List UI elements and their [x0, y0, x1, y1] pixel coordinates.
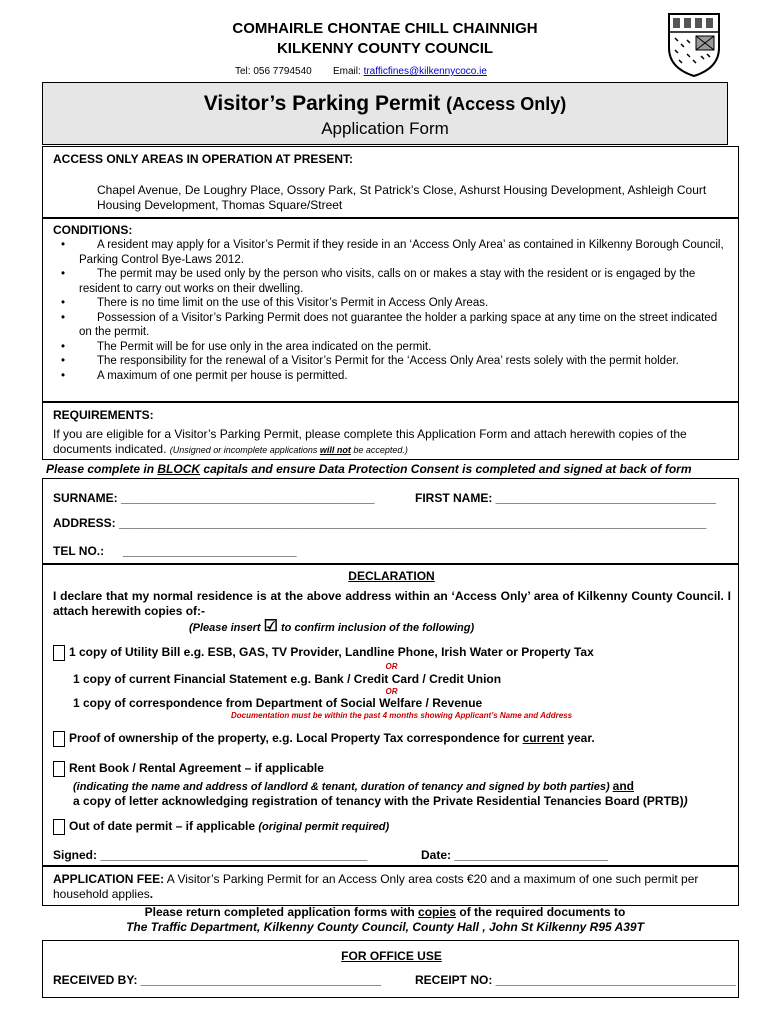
application-fee-section [42, 866, 739, 906]
return-instruction: Please return completed application forms with copies of the required documents to [144, 905, 626, 919]
bullet: • [61, 340, 66, 353]
date-field[interactable]: Date: _______________________ [421, 848, 608, 862]
utility-bill-checkbox[interactable] [53, 645, 65, 661]
application-fee-text: APPLICATION FEE: A Visitor’s Parking Permit for an Access Only area costs €20 and a maximum of one such permit per household applies. [53, 872, 699, 901]
rent-book-option: Rent Book / Rental Agreement – if applicable [53, 761, 324, 777]
declaration-text: I declare that my normal residence is at the above address within an ‘Access Only’ area of Kilkenny County Council. I attach herewith copies of:- [53, 589, 731, 618]
council-name-english: KILKENNY COUNTY COUNCIL [276, 40, 494, 57]
council-tel: Tel: 056 7794540 [235, 66, 312, 77]
areas-list: Chapel Avenue, De Loughry Place, Ossory Park, St Patrick’s Close, Ashurst Housing Development, Ashleigh Court Housing Development, Thomas Square/Street [97, 183, 707, 212]
requirements-text: If you are eligible for a Visitor’s Parking Permit, please complete this Application Form and attach herewith copies of the documents indicated. (Unsigned or incomplete applications will not be accepted.) [53, 427, 687, 456]
council-email-row [333, 66, 487, 77]
page-title [43, 92, 727, 116]
email-label: Email: [333, 66, 361, 77]
out-of-date-permit-option: Out of date permit – if applicable (original permit required) [53, 819, 389, 835]
bullet: • [61, 239, 66, 251]
requirements-note: (Unsigned or incomplete applications will not be accepted.) [169, 445, 408, 455]
bullet: • [61, 268, 66, 280]
list-item: • There is no time limit on the use of this Visitor’s Permit in Access Only Areas. [61, 297, 489, 309]
conditions-heading: CONDITIONS: [53, 223, 133, 237]
areas-heading: ACCESS ONLY AREAS IN OPERATION AT PRESENT: [53, 152, 354, 166]
return-address: The Traffic Department, Kilkenny County Council, County Hall , John St Kilkenny R95 A39T [126, 920, 644, 934]
list-item: • The responsibility for the renewal of a Visitor’s Permit for the ‘Access Only Area’ rests solely with the permit holder. [61, 355, 679, 367]
list-item: • Possession of a Visitor’s Parking Permit does not guarantee the holder a parking space at any time on the street indicated on the permit. [61, 311, 718, 338]
received-by-field[interactable]: RECEIVED BY: ____________________________________ [53, 973, 382, 987]
bullet: • [61, 297, 66, 309]
tel-field[interactable]: __________________________ [123, 544, 297, 558]
address-field[interactable]: ADDRESS: ________________________________________________________________________________________ [53, 516, 707, 530]
insert-instruction: (Please insert ☑ to confirm inclusion of the following) [189, 618, 475, 635]
list-item: • A resident may apply for a Visitor’s Permit if they reside in an ‘Access Only Area’ as contained in Kilkenny Borough Council, Parking Control Bye-Laws 2012. [61, 239, 724, 266]
bullet: • [61, 355, 66, 367]
title-suffix: (Access Only) [446, 94, 567, 114]
tel-field-label: TEL NO.: [53, 544, 105, 558]
applicant-details-section [42, 478, 739, 564]
email-link[interactable]: trafficfines@kilkennycoco.ie [363, 66, 487, 77]
out-of-date-permit-checkbox[interactable] [53, 819, 65, 835]
proof-of-ownership-option: Proof of ownership of the property, e.g. Local Property Tax correspondence for current year. [53, 731, 595, 747]
financial-statement-option: 1 copy of current Financial Statement e.g. Bank / Credit Card / Credit Union [73, 672, 502, 686]
declaration-heading: DECLARATION [348, 569, 435, 583]
county-crest-icon [665, 10, 723, 78]
social-welfare-option: 1 copy of correspondence from Department of Social Welfare / Revenue [73, 696, 483, 710]
title-box [42, 82, 728, 145]
proof-of-ownership-checkbox[interactable] [53, 731, 65, 747]
list-item: • The permit may be used only by the person who visits, calls on or makes a stay with the resident or is engaged by the resident to carry out works on their dwelling. [61, 268, 696, 295]
rent-book-note: (indicating the name and address of landlord & tenant, duration of tenancy and signed by both parties) and [73, 779, 635, 793]
declaration-section [42, 564, 739, 866]
bullet: • [61, 369, 66, 382]
council-name-irish: COMHAIRLE CHONTAE CHILL CHAINNIGH [232, 20, 538, 37]
fee-label: APPLICATION FEE: [53, 872, 165, 886]
block-capitals-instruction: Please complete in BLOCK capitals and ensure Data Protection Consent is completed and signed at back of form [46, 462, 692, 476]
rent-book-checkbox[interactable] [53, 761, 65, 777]
or-separator: OR [385, 662, 398, 671]
areas-section [42, 146, 739, 218]
list-item: • The Permit will be for use only in the area indicated on the permit. [61, 340, 432, 353]
bullet: • [61, 311, 66, 324]
utility-bill-option: 1 copy of Utility Bill e.g. ESB, GAS, TV Provider, Landline Phone, Irish Water or Property Tax [53, 645, 594, 661]
signature-field[interactable]: Signed: ________________________________________ [53, 848, 368, 862]
first-name-field[interactable]: FIRST NAME: _________________________________ [415, 491, 716, 505]
or-separator: OR [385, 687, 398, 696]
requirements-section [42, 402, 739, 460]
checkmark-icon: ☑ [263, 618, 278, 635]
requirements-heading: REQUIREMENTS: [53, 408, 154, 422]
prtb-letter-note: a copy of letter acknowledging registration of tenancy with the Private Residential Tenancies Board (PRTB)) [73, 794, 688, 808]
office-use-heading: FOR OFFICE USE [341, 949, 442, 963]
surname-field[interactable]: SURNAME: ______________________________________ [53, 491, 375, 505]
receipt-no-field[interactable]: RECEIPT NO: ____________________________________ [415, 973, 736, 987]
documentation-note: Documentation must be within the past 4 months showing Applicant’s Name and Address [231, 711, 573, 720]
office-use-section [42, 940, 739, 998]
title-main: Visitor’s Parking Permit [203, 92, 441, 115]
conditions-section [42, 218, 739, 402]
list-item: • A maximum of one permit per house is permitted. [61, 369, 348, 382]
conditions-list [53, 238, 733, 383]
page-subtitle: Application Form [321, 119, 449, 138]
